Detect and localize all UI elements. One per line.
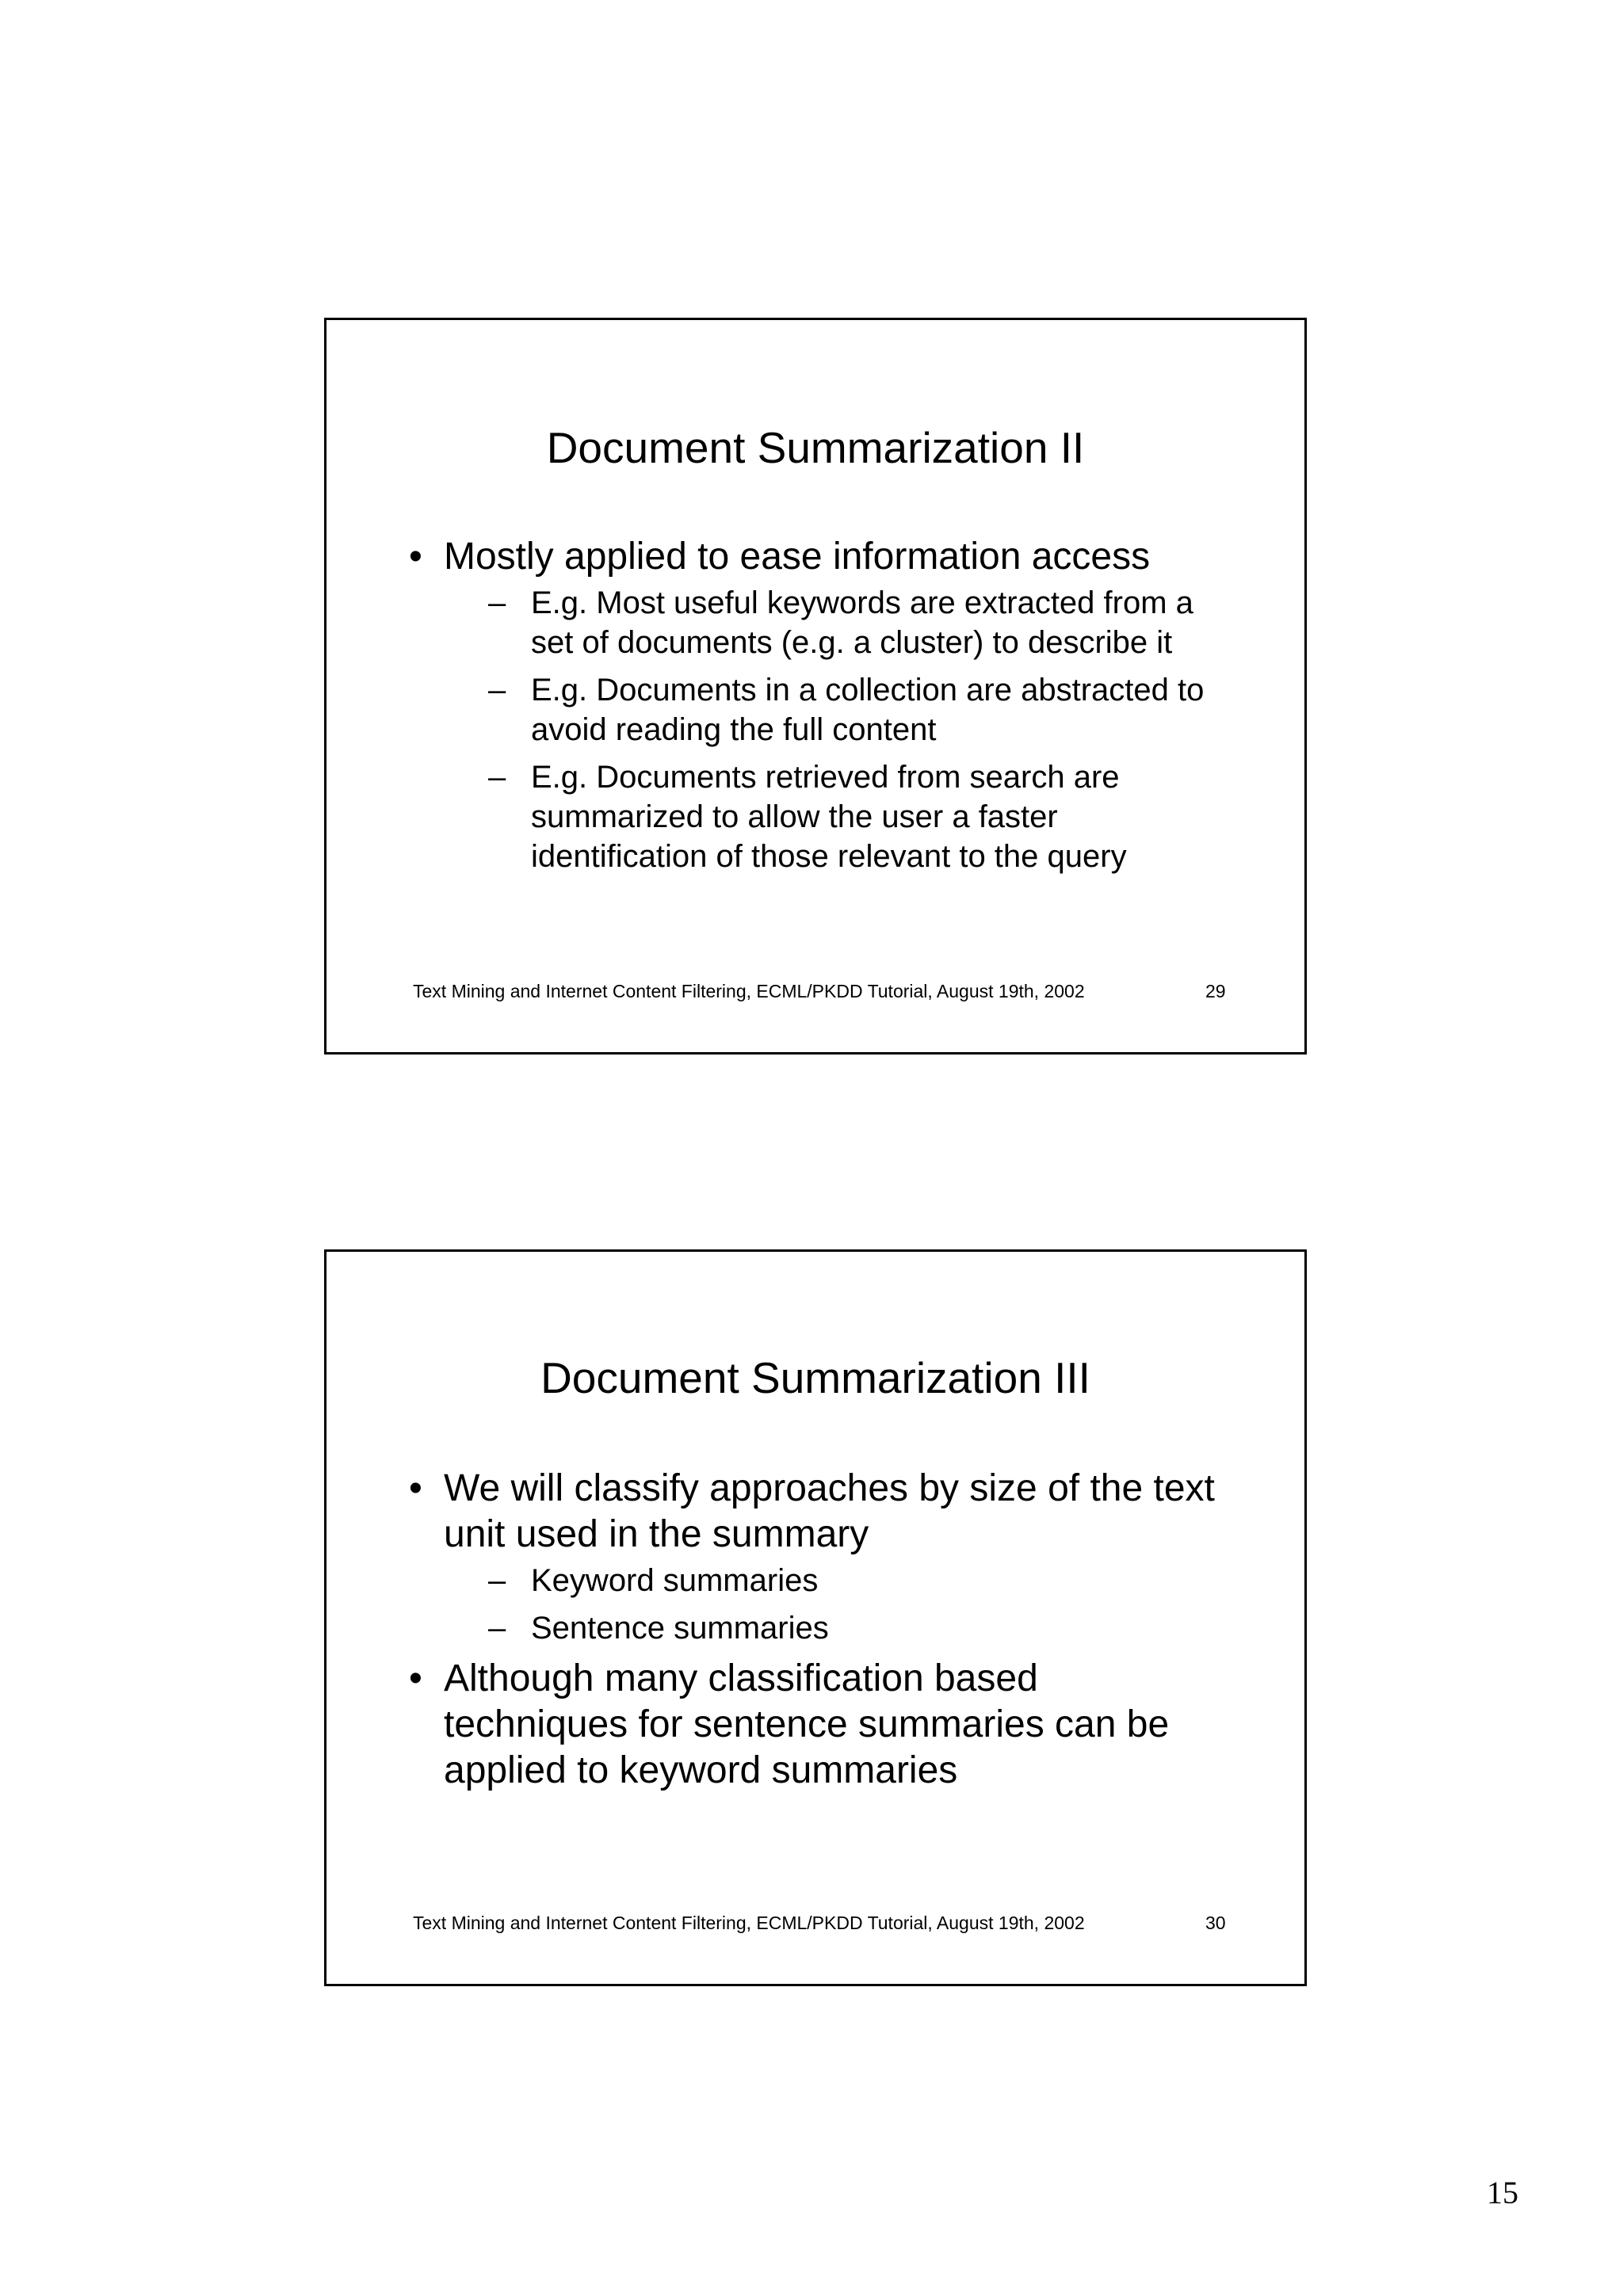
sub-bullet-list — [444, 583, 1265, 876]
slide-29 — [324, 318, 1307, 1055]
bullet-item — [409, 1466, 1265, 1648]
sub-bullet-list — [444, 1561, 1265, 1648]
bullet-text: Mostly applied to ease information access — [444, 536, 1151, 578]
sub-bullet-text: set of documents (e.g. a cluster) to describe it — [531, 625, 1173, 660]
bullet-item — [409, 1656, 1265, 1794]
sub-bullet-item — [488, 1561, 1265, 1600]
slide-title: Document Summarization II — [546, 423, 1085, 472]
bullet-text: unit used in the summary — [444, 1513, 869, 1555]
bullet-text: We will classify approaches by size of the text — [444, 1467, 1215, 1509]
bullet-text: applied to keyword summaries — [444, 1749, 958, 1791]
sub-bullet-text: summarized to allow the user a faster — [531, 799, 1058, 834]
bullet-item — [409, 534, 1265, 876]
sub-bullet-item — [488, 1608, 1265, 1648]
slide-number: 29 — [1205, 981, 1226, 1001]
sub-bullet-text: E.g. Most useful keywords are extracted from a — [531, 585, 1193, 620]
dash-mark: – — [488, 1563, 506, 1598]
slide-title: Document Summarization III — [540, 1353, 1090, 1402]
page-number: 15 — [1487, 2175, 1518, 2210]
slide-footer: Text Mining and Internet Content Filtering, ECML/PKDD Tutorial, August 19th, 2002 — [413, 981, 1085, 1001]
slide-number: 30 — [1205, 1913, 1226, 1933]
sub-bullet-text: Sentence summaries — [531, 1611, 829, 1646]
sub-bullet-text: E.g. Documents retrieved from search are — [531, 760, 1120, 795]
bullet-text: techniques for sentence summaries can be — [444, 1703, 1170, 1745]
dash-mark: – — [488, 585, 506, 620]
dash-mark: – — [488, 1611, 506, 1646]
bullet-mark: • — [409, 1467, 422, 1509]
bullet-mark: • — [409, 1657, 422, 1699]
sub-bullet-item — [488, 757, 1265, 876]
sub-bullet-text: Keyword summaries — [531, 1563, 819, 1598]
sub-bullet-item — [488, 583, 1265, 662]
bullet-mark: • — [409, 536, 422, 578]
dash-mark: – — [488, 673, 506, 707]
bullet-list — [409, 1466, 1265, 1794]
sub-bullet-text: avoid reading the full content — [531, 712, 937, 747]
bullet-text: Although many classification based — [444, 1657, 1038, 1699]
sub-bullet-text: identification of those relevant to the query — [531, 839, 1127, 874]
sub-bullet-text: E.g. Documents in a collection are abstracted to — [531, 673, 1205, 707]
slide-footer: Text Mining and Internet Content Filtering, ECML/PKDD Tutorial, August 19th, 2002 — [413, 1913, 1085, 1933]
dash-mark: – — [488, 760, 506, 795]
slide-30 — [324, 1249, 1307, 1986]
bullet-list — [409, 534, 1265, 884]
sub-bullet-item — [488, 670, 1265, 749]
